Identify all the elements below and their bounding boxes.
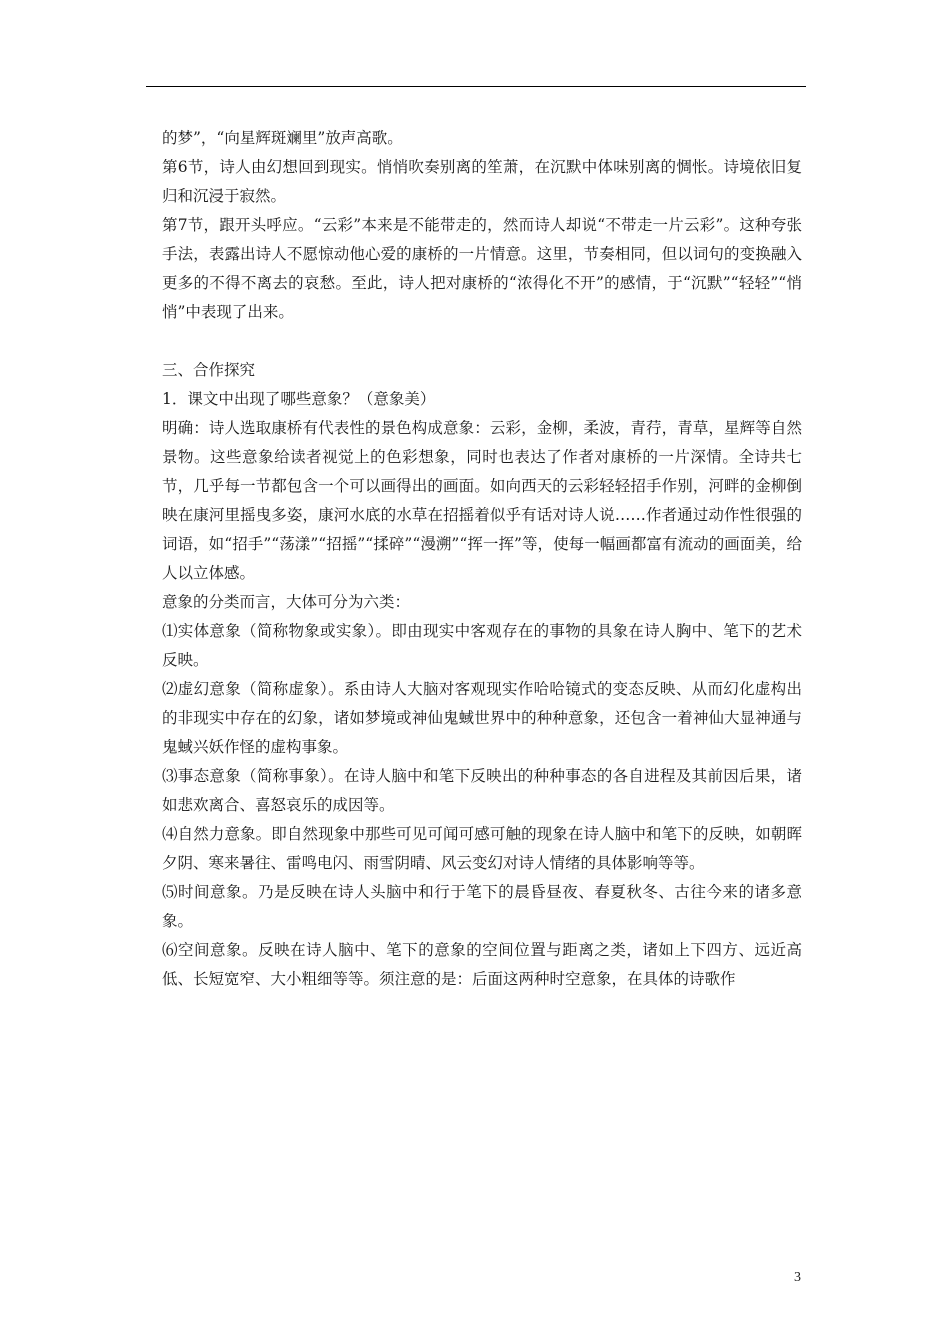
list-item: ⑷自然力意象。即自然现象中那些可见可闻可感可触的现象在诗人脑中和笔下的反映，如朝晖夕阴、寒来暑往、雷鸣电闪、雨雪阴晴、风云变幻对诗人情绪的具体影响等等。 [162, 825, 802, 872]
list-item: ⑹空间意象。反映在诗人脑中、笔下的意象的空间位置与距离之类，诸如上下四方、远近高低、长短宽窄、大小粗细等等。须注意的是：后面这两种时空意象，在具体的诗歌作 [162, 941, 802, 988]
paragraph: 第7节，跟开头呼应。“云彩”本来是不能带走的，然而诗人却说“不带走一片云彩”。这种夸张手法，表露出诗人不愿惊动他心爱的康桥的一片情意。这里，节奏相同，但以词句的变换融入更多的不得不离去的哀愁。至此，诗人把对康桥的“浓得化不开”的感情，于“沉默”“轻轻”“悄悄”中表现了出来。 [162, 216, 802, 321]
list-item: ⑵虚幻意象（简称虚象）。系由诗人大脑对客观现实作哈哈镜式的变态反映、从而幻化虚构出的非现实中存在的幻象，诸如梦境或神仙鬼蜮世界中的种种意象，还包含一着神仙大显神通与鬼蜮兴妖作怪的虚构事象。 [162, 680, 802, 756]
list-item: ⑶事态意象（简称事象）。在诗人脑中和笔下反映出的种种事态的各自进程及其前因后果，诸如悲欢离合、喜怒哀乐的成因等。 [162, 767, 802, 814]
list-item: ⑸时间意象。乃是反映在诗人头脑中和行于笔下的晨昏昼夜、春夏秋冬、古往今来的诸多意象。 [162, 883, 802, 930]
page-number: 3 [794, 1270, 801, 1285]
section-heading: 三、合作探究 [162, 361, 256, 379]
section-gap [162, 327, 802, 356]
document-body [162, 124, 802, 994]
paragraph: 明确：诗人选取康桥有代表性的景色构成意象：云彩，金柳，柔波，青荇，青草，星辉等自然景物。这些意象给读者视觉上的色彩想象，同时也表达了作者对康桥的一片深情。全诗共七节，几乎每一节都包含一个可以画得出的画面。如向西天的云彩轻轻招手作别，河畔的金柳倒映在康河里摇曳多姿，康河水底的水草在招摇着似乎有话对诗人说……作者通过动作性很强的词语，如“招手”“荡漾”“招摇”“揉碎”“漫溯”“挥一挥”等，使每一幅画都富有流动的画面美，给人以立体感。 [162, 419, 802, 582]
list-item: ⑴实体意象（简称物象或实象）。即由现实中客观存在的事物的具象在诗人胸中、笔下的艺术反映。 [162, 622, 802, 669]
paragraph: 意象的分类而言，大体可分为六类： [162, 593, 411, 611]
header-rule [146, 86, 806, 87]
question: 1．课文中出现了哪些意象？（意象美） [162, 390, 436, 408]
paragraph: 第6节，诗人由幻想回到现实。悄悄吹奏别离的笙萧，在沉默中体味别离的惆怅。诗境依旧复归和沉浸于寂然。 [162, 158, 802, 205]
paragraph: 的梦”，“向星辉斑斓里”放声高歌。 [162, 129, 403, 147]
